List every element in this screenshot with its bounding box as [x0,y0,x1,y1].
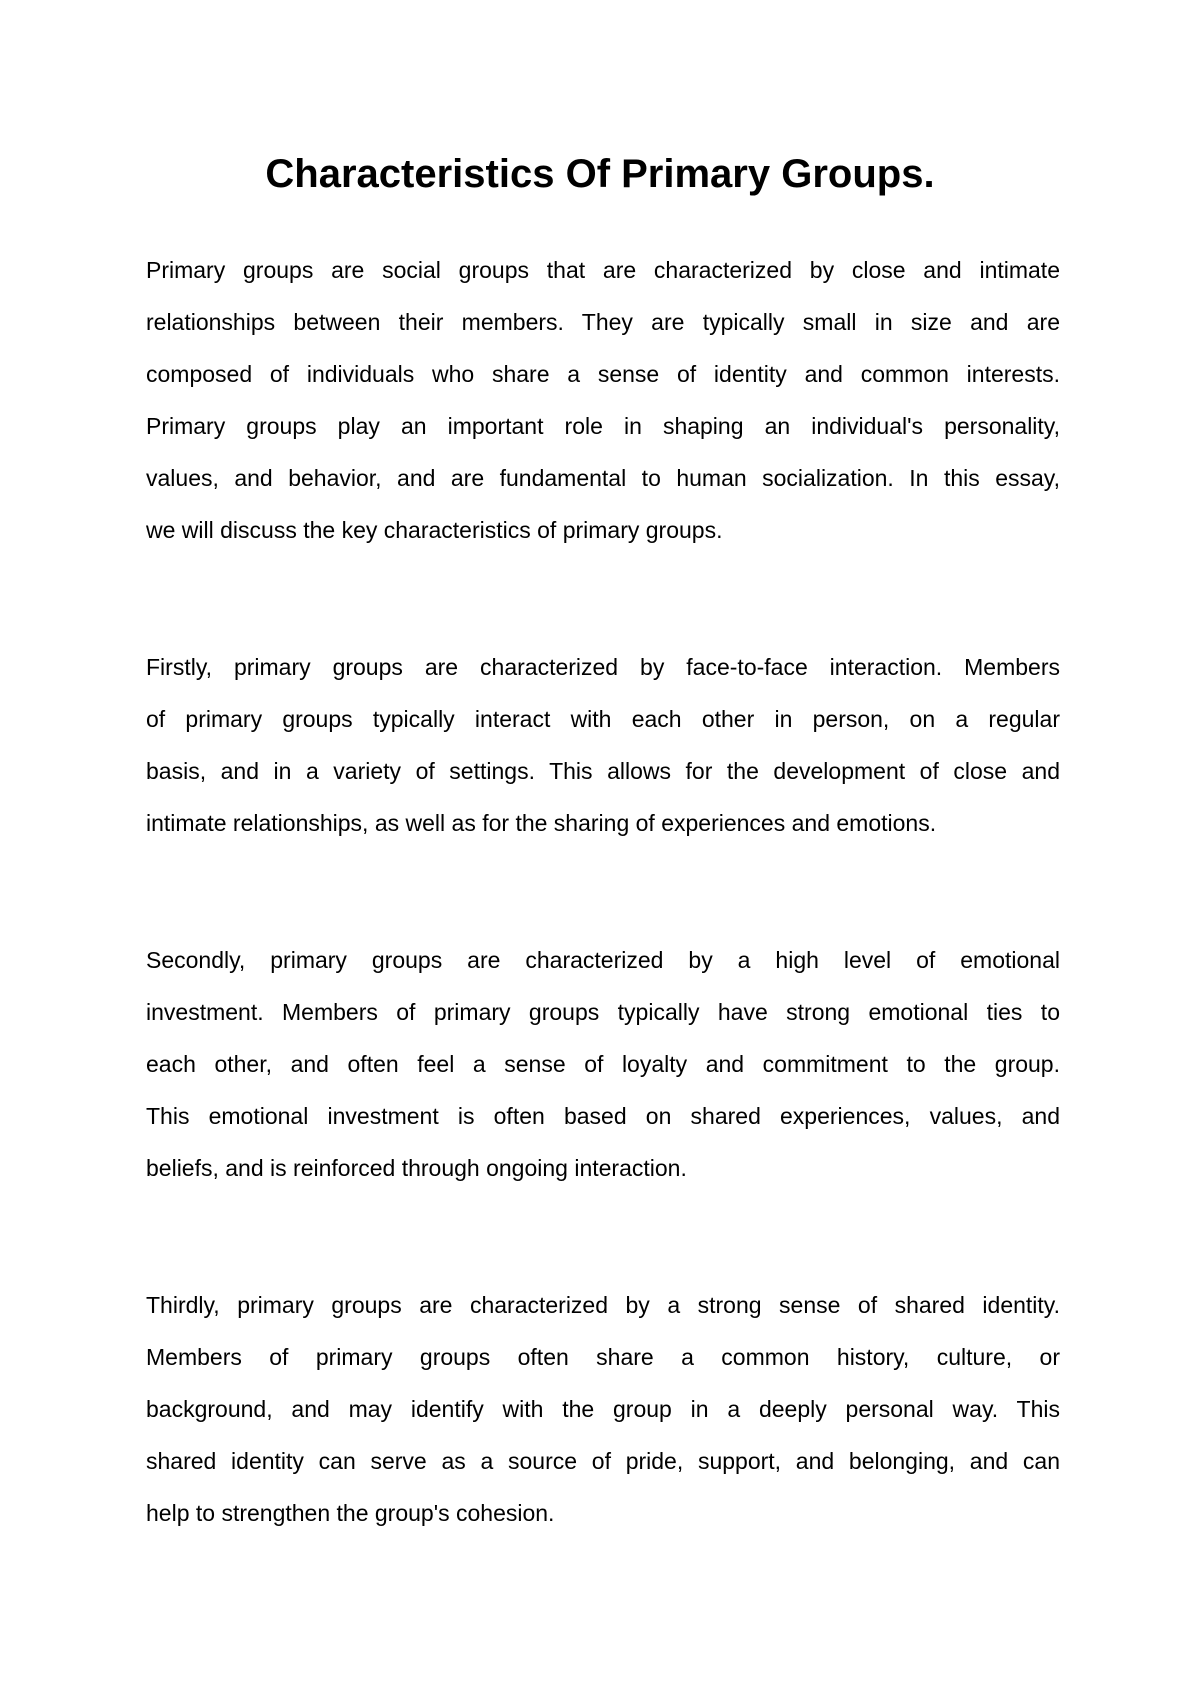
text-line: help to strengthen the group's cohesion. [146,1500,555,1526]
text-line: Primary groups are social groups that are characterized by close and intimate [146,257,1060,283]
text-line: investment. Members of primary groups typically have strong emotional ties to [146,999,1060,1025]
text-line: we will discuss the key characteristics of primary groups. [146,517,723,543]
text-line: relationships between their members. They are typically small in size and are [146,309,1060,335]
text-line: beliefs, and is reinforced through ongoing interaction. [146,1155,687,1181]
text-line: Thirdly, primary groups are characterized by a strong sense of shared identity. [146,1292,1060,1318]
text-line: intimate relationships, as well as for the sharing of experiences and emotions. [146,810,937,836]
text-line: values, and behavior, and are fundamental to human socialization. In this essay, [146,465,1060,491]
page-title: Characteristics Of Primary Groups. [265,152,935,196]
paragraph-shared-identity [146,1279,1060,1539]
text-line: Firstly, primary groups are characterized by face-to-face interaction. Members [146,654,1060,680]
paragraph-emotional-investment [146,934,1060,1194]
text-line: Primary groups play an important role in shaping an individual's personality, [146,413,1060,439]
paragraph-introduction [146,244,1060,556]
text-line: Secondly, primary groups are characterized by a high level of emotional [146,947,1060,973]
text-line: Members of primary groups often share a common history, culture, or [146,1344,1060,1370]
text-line: background, and may identify with the group in a deeply personal way. This [146,1396,1060,1422]
text-line: composed of individuals who share a sense of identity and common interests. [146,361,1060,387]
text-line: This emotional investment is often based on shared experiences, values, and [146,1103,1060,1129]
text-line: shared identity can serve as a source of pride, support, and belonging, and can [146,1448,1060,1474]
text-line: basis, and in a variety of settings. This allows for the development of close and [146,758,1060,784]
text-line: each other, and often feel a sense of loyalty and commitment to the group. [146,1051,1060,1077]
text-line: of primary groups typically interact with each other in person, on a regular [146,706,1060,732]
paragraph-face-to-face [146,641,1060,849]
